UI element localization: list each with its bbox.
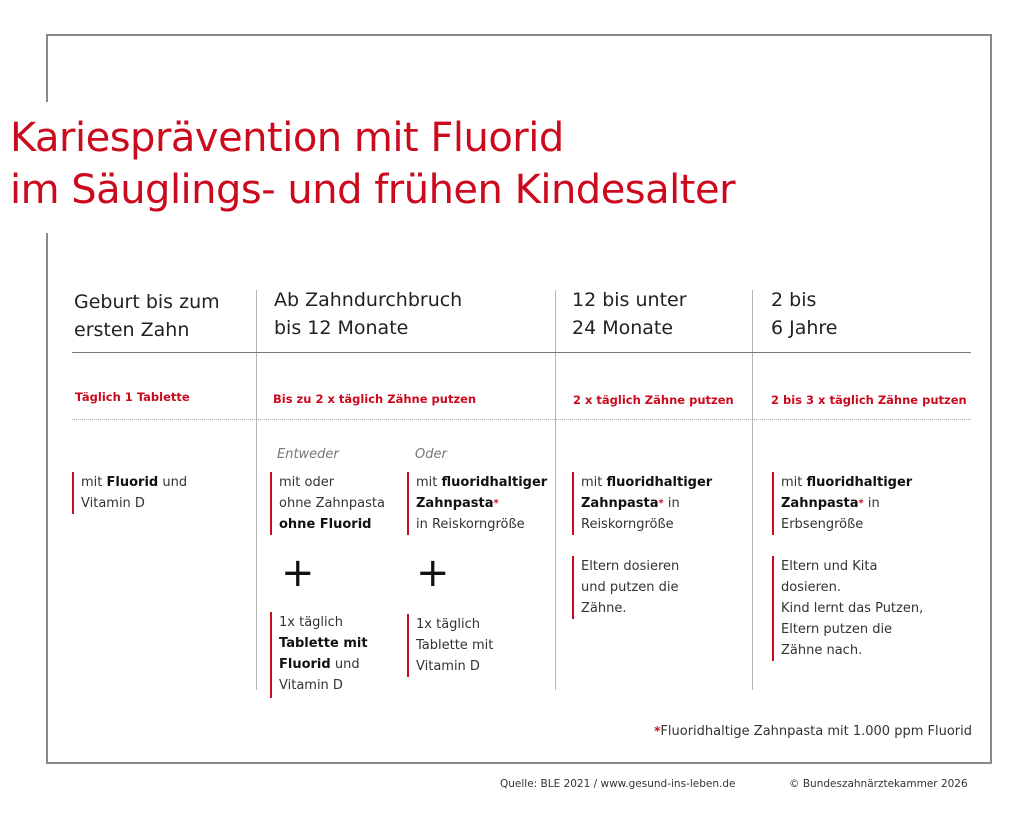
block-line: Vitamin D xyxy=(416,659,480,674)
frame-border-right xyxy=(990,34,992,764)
bold-text: Zahnpasta xyxy=(781,496,859,511)
option-label-either: Entweder xyxy=(277,447,339,462)
text: und xyxy=(158,475,188,490)
block-line: mit Fluorid und xyxy=(81,475,188,490)
block-line: 1x täglich xyxy=(279,615,344,630)
block-line: Eltern putzen die xyxy=(781,622,893,637)
bold-text: Tablette mit xyxy=(279,636,368,651)
block-line: dosieren. xyxy=(781,580,842,595)
column-divider-1 xyxy=(256,290,257,690)
bold-text: Zahnpasta xyxy=(416,496,494,511)
header-separator xyxy=(72,352,971,353)
block-line: Tablette mit xyxy=(416,638,494,653)
block-line xyxy=(581,493,712,514)
block-line xyxy=(279,633,368,654)
block-line: mit fluoridhaltiger xyxy=(581,475,713,490)
bold-text: Fluorid xyxy=(106,475,159,490)
header-line: 6 Jahre xyxy=(771,317,838,339)
block-line: Kind lernt das Putzen, xyxy=(781,601,924,616)
column-divider-3 xyxy=(752,290,753,690)
info-block xyxy=(407,472,547,535)
bold-text: fluoridhaltiger xyxy=(806,475,913,490)
header-line: 24 Monate xyxy=(572,317,674,339)
text: in xyxy=(663,496,680,511)
asterisk-icon: * xyxy=(658,498,664,509)
frame-border-left-upper xyxy=(46,34,48,102)
block-line xyxy=(416,493,547,514)
frame-border-bottom xyxy=(46,762,992,764)
header-line: 2 bis xyxy=(771,289,817,311)
block-line: 1x täglich xyxy=(416,617,481,632)
block-line: mit fluoridhaltiger xyxy=(781,475,913,490)
frame-border-top xyxy=(46,34,992,36)
bold-text: fluoridhaltiger xyxy=(606,475,713,490)
block-line: und putzen die xyxy=(581,580,679,595)
block-line: ohne Zahnpasta xyxy=(279,496,385,511)
header-line: bis 12 Monate xyxy=(274,317,409,339)
block-line: Erbsengröße xyxy=(781,517,864,532)
column-header-birth xyxy=(74,288,220,344)
block-line: Eltern dosieren xyxy=(581,559,680,574)
info-block xyxy=(772,472,912,535)
frequency-2-6-years: 2 bis 3 x täglich Zähne putzen xyxy=(771,393,967,407)
column-header-2-6-years xyxy=(771,286,838,342)
footnote xyxy=(654,724,972,739)
frame-border-left-lower xyxy=(46,233,48,764)
header-line: Ab Zahndurchbruch xyxy=(274,289,463,311)
info-block xyxy=(270,472,385,535)
frequency-birth: Täglich 1 Tablette xyxy=(75,390,190,404)
info-block xyxy=(572,556,679,619)
info-block xyxy=(772,556,923,661)
block-line: Zähne. xyxy=(581,601,627,616)
block-line: in Reiskorngröße xyxy=(416,517,525,532)
header-line: ersten Zahn xyxy=(74,319,190,341)
title-line-1: Kariesprävention mit Fluorid xyxy=(10,115,564,161)
block-line xyxy=(279,514,385,535)
option-label-or: Oder xyxy=(415,447,447,462)
column-divider-2 xyxy=(555,290,556,690)
header-line: 12 bis unter xyxy=(572,289,687,311)
frequency-separator xyxy=(72,419,971,420)
info-block xyxy=(407,614,493,677)
block-line: Reiskorngröße xyxy=(581,517,674,532)
frequency-tooth-eruption: Bis zu 2 x täglich Zähne putzen xyxy=(273,392,477,406)
block-line xyxy=(279,654,368,675)
asterisk-icon: * xyxy=(654,724,661,738)
text: und xyxy=(330,657,360,672)
info-block xyxy=(572,472,712,535)
block-line xyxy=(781,493,912,514)
info-block xyxy=(270,612,368,698)
block-line: mit oder xyxy=(279,475,335,490)
block-line: Eltern und Kita xyxy=(781,559,878,574)
copyright: © Bundeszahnärztekammer 2026 xyxy=(789,778,968,790)
asterisk-icon: * xyxy=(858,498,864,509)
page-title xyxy=(10,112,735,216)
header-line: Geburt bis zum xyxy=(74,291,220,313)
frequency-12-24-months: 2 x täglich Zähne putzen xyxy=(573,393,734,407)
plus-icon: + xyxy=(281,550,315,596)
bold-text: fluoridhaltiger xyxy=(441,475,548,490)
block-line: Zähne nach. xyxy=(781,643,863,658)
text: in xyxy=(863,496,880,511)
source-credit: Quelle: BLE 2021 / www.gesund-ins-leben.de xyxy=(500,778,736,790)
info-block xyxy=(72,472,187,514)
bold-text: Zahnpasta xyxy=(581,496,659,511)
title-line-2: im Säuglings- und frühen Kindesalter xyxy=(10,167,736,213)
block-line: Vitamin D xyxy=(81,496,145,511)
block-line: Vitamin D xyxy=(279,678,343,693)
block-line: mit fluoridhaltiger xyxy=(416,475,548,490)
column-header-12-24-months xyxy=(572,286,687,342)
bold-text: Fluorid xyxy=(279,657,331,672)
plus-icon: + xyxy=(416,550,450,596)
bold-text: ohne Fluorid xyxy=(279,517,372,532)
footnote-text: Fluoridhaltige Zahnpasta mit 1.000 ppm Fluorid xyxy=(660,724,972,739)
asterisk-icon: * xyxy=(493,498,499,509)
column-header-tooth-eruption xyxy=(274,286,462,342)
